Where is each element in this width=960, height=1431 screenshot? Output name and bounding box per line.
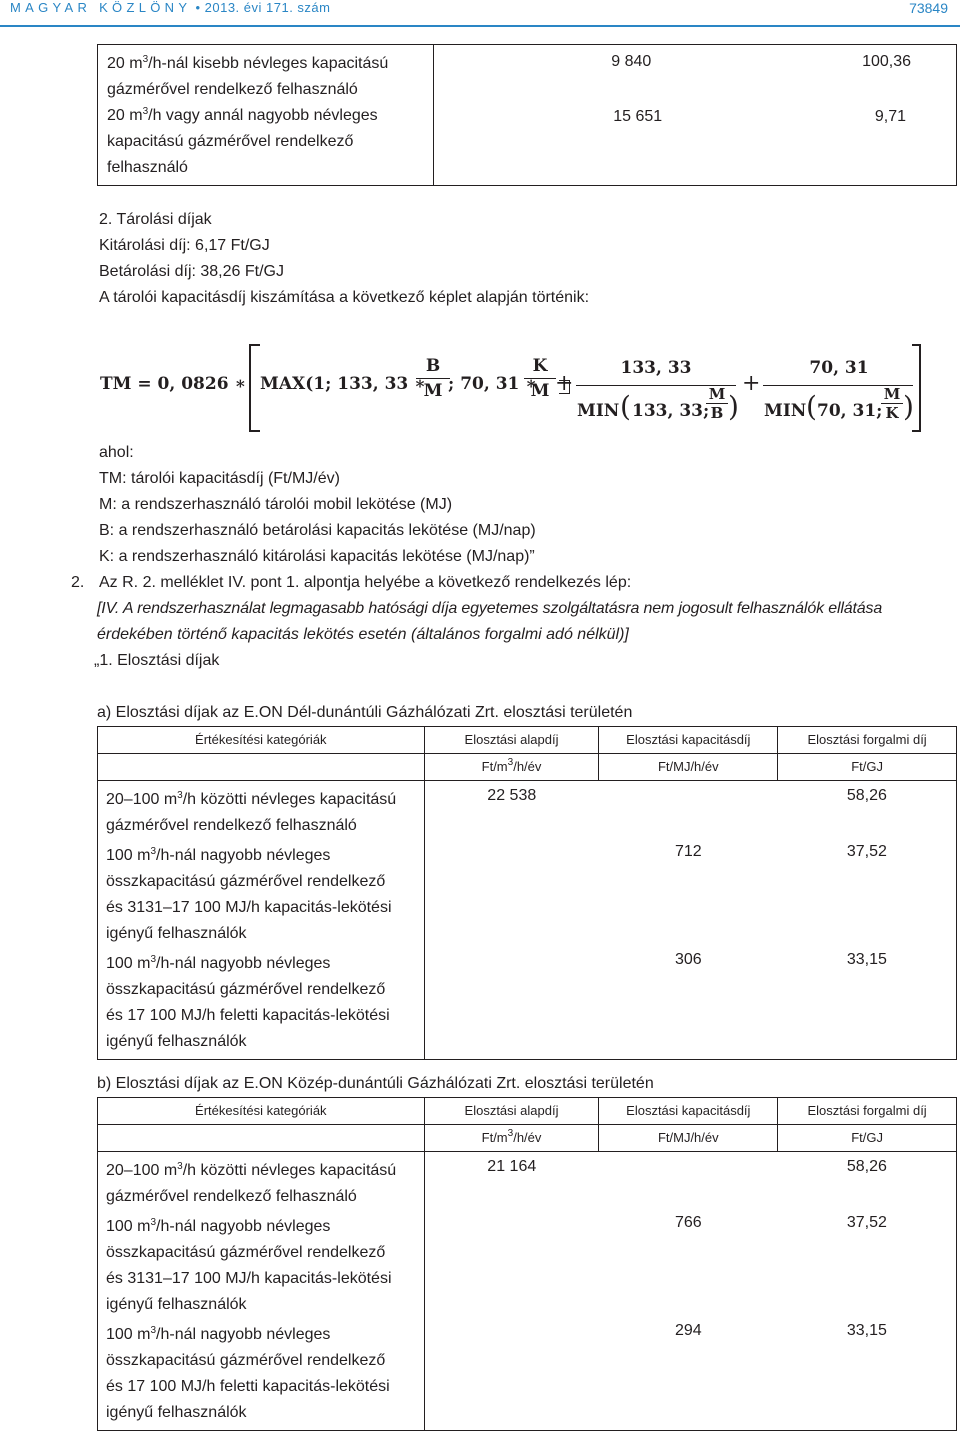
value-cell: 9 840 <box>611 53 652 70</box>
unit-cell: $Ft/m^3/h/év$ <box>424 754 599 781</box>
definition-tm: TM: tárolói kapacitásdíj (Ft/MJ/év) <box>99 470 340 487</box>
plus-sign: + <box>742 371 761 396</box>
capacity-fee-cell <box>599 781 778 844</box>
fraction-m-over-b: M B <box>706 386 728 422</box>
column-header: Elosztási forgalmi díj <box>778 727 957 754</box>
base-fee-cell <box>424 843 599 951</box>
column-header: Értékesítési kategóriák <box>98 727 425 754</box>
table-a-title: a) Elosztási díjak az E.ON Dél-dunántúli Gázhálózati Zrt. elosztási területén <box>97 704 633 721</box>
capacity-fee-formula <box>0 340 960 435</box>
header-rule <box>0 25 960 27</box>
base-fee-cell <box>424 1322 599 1431</box>
unit-cell <box>98 754 425 781</box>
capacity-fee-cell <box>599 1152 778 1215</box>
section-title: 2. Tárolási díjak <box>99 211 212 228</box>
min-args: 70, 31; <box>817 401 883 421</box>
min-close-paren: ) <box>728 390 739 423</box>
base-fee-cell: 22 538 <box>424 781 599 844</box>
max-expression: MAX(1; 133, 33 ∗ <box>260 374 426 394</box>
table-a <box>97 726 957 1060</box>
right-bracket <box>912 344 921 432</box>
left-bracket <box>249 344 260 432</box>
injection-fee: Betárolási díj: 38,26 Ft/GJ <box>99 263 284 280</box>
storage-fees-section <box>99 207 589 311</box>
min-open-paren: ( <box>620 390 631 423</box>
table-row <box>98 781 957 844</box>
min-open-paren: ( <box>806 390 817 423</box>
unit-cell: Ft/GJ <box>778 1125 957 1152</box>
category-cell: 100 $m^3/h$-nál nagyobb névleges összkapacitású gázmérővel rendelkező és 17 100 MJ/h feletti kapacitás-lekötési igényű felhasználók <box>98 1322 425 1431</box>
capacity-fee-cell: 712 <box>674 843 702 860</box>
table-header-row <box>98 1098 957 1125</box>
unit-cell: Ft/MJ/h/év <box>599 1125 778 1152</box>
amendment-number: 2. <box>71 574 85 591</box>
fraction-b-over-m: $\frac{B}{M}$ <box>416 356 450 401</box>
fraction-numerator: 70, 31 <box>809 358 869 378</box>
definition-b: B: a rendszerhasználó betárolási kapacitás lekötése (MJ/nap) <box>99 522 536 539</box>
subsection-title: „1. Elosztási díjak <box>94 652 220 669</box>
base-fee-cell <box>424 1214 599 1322</box>
fraction-m-over-k: M K <box>881 386 903 422</box>
category-cell: 20 $m^3/h$ vagy annál nagyobb névleges kapacitású gázmérővel rendelkező felhasználó <box>98 103 434 186</box>
unit-cell <box>98 1125 425 1152</box>
page-number: 73849 <box>909 0 948 16</box>
value-cell: 9,71 <box>874 108 906 125</box>
header-bullet: • <box>195 0 201 15</box>
base-fee-cell: 21 164 <box>424 1152 599 1215</box>
column-header: Elosztási kapacitásdíj <box>599 727 778 754</box>
category-cell: 100 $m^3/h$-nál nagyobb névleges összkapacitású gázmérővel rendelkező és 3131–17 100 MJ/h kapacitás-lekötési igényű felhasználók <box>98 843 425 951</box>
fraction-numerator: 133, 33 <box>620 358 692 378</box>
amendment-text: Az R. 2. melléklet IV. pont 1. alpontja helyébe a következő rendelkezés lép: <box>99 574 632 591</box>
journal-name: MAGYAR KÖZLÖNY <box>10 0 192 15</box>
traffic-fee-cell: 58,26 <box>778 1152 957 1215</box>
capacity-fee-cell: 766 <box>674 1214 702 1231</box>
value-cell: 100,36 <box>862 53 911 70</box>
table-b-title: b) Elosztási díjak az E.ON Közép-dunántúli Gázhálózati Zrt. elosztási területén <box>97 1075 654 1092</box>
category-cell: 20 $m^3/h$-nál kisebb névleges kapacitású gázmérővel rendelkező felhasználó <box>98 45 434 104</box>
table-header-row <box>98 727 957 754</box>
min-close-paren: ) <box>903 390 914 423</box>
definition-k: K: a rendszerhasználó kitárolási kapacitás lekötése (MJ/nap)” <box>99 548 535 565</box>
traffic-fee-cell: 37,52 <box>778 843 957 951</box>
category-cell: 20–100 $m^3/h$ közötti névleges kapacitású gázmérővel rendelkező felhasználó <box>98 781 425 844</box>
table-row <box>98 1214 957 1322</box>
unit-cell: Ft/MJ/h/év <box>599 754 778 781</box>
top-fee-table <box>97 44 957 186</box>
definitions <box>99 440 536 570</box>
plus-sign: + <box>555 371 574 396</box>
column-header: Elosztási kapacitásdíj <box>599 1098 778 1125</box>
base-fee-cell <box>424 951 599 1060</box>
category-cell: 20–100 $m^3/h$ közötti névleges kapacitású gázmérővel rendelkező felhasználó <box>98 1152 425 1215</box>
values-cell <box>434 45 957 186</box>
table-unit-row <box>98 1125 957 1152</box>
column-header: Elosztási forgalmi díj <box>778 1098 957 1125</box>
capacity-fee-cell: 306 <box>599 951 778 1060</box>
table-b <box>97 1097 957 1431</box>
value-cell: 15 651 <box>613 108 663 125</box>
category-cell: 100 $m^3/h$-nál nagyobb névleges összkapacitású gázmérővel rendelkező és 17 100 MJ/h feletti kapacitás-lekötési igényű felhasználók <box>98 951 425 1060</box>
column-header: Elosztási alapdíj <box>424 727 599 754</box>
table-row <box>98 951 957 1060</box>
table-row <box>98 843 957 951</box>
table-row <box>98 1152 957 1215</box>
traffic-fee-cell: 33,15 <box>778 951 957 1060</box>
min-function: MIN <box>577 401 620 421</box>
withdrawal-fee: Kitárolási díj: 6,17 Ft/GJ <box>99 237 270 254</box>
traffic-fee-cell: 33,15 <box>778 1322 957 1431</box>
journal-header <box>10 0 331 15</box>
table-unit-row <box>98 754 957 781</box>
unit-cell: Ft/GJ <box>778 754 957 781</box>
traffic-fee-cell: 58,26 <box>778 781 957 844</box>
amendment-italic-line: [IV. A rendszerhasználat legmagasabb hatósági díja egyetemes szolgáltatásra nem jogosult felhasználók ellátása <box>97 600 883 617</box>
table-row <box>98 1322 957 1431</box>
column-header: Értékesítési kategóriák <box>98 1098 425 1125</box>
definitions-intro: ahol: <box>99 444 134 461</box>
unit-cell: $Ft/m^3/h/év$ <box>424 1125 599 1152</box>
formula-lhs: TM = 0, 0826 ∗ <box>100 374 247 394</box>
max-separator: ; 70, 31 ∗ <box>448 374 538 394</box>
fraction-k-over-m: K M <box>524 356 556 401</box>
capacity-fee-cell: 294 <box>599 1322 778 1431</box>
category-cell: 100 $m^3/h$-nál nagyobb névleges összkapacitású gázmérővel rendelkező és 3131–17 100 MJ/h kapacitás-lekötési igényű felhasználók <box>98 1214 425 1322</box>
formula-intro: A tárolói kapacitásdíj kiszámítása a következő képlet alapján történik: <box>99 289 590 306</box>
definition-m: M: a rendszerhasználó tárolói mobil lekötése (MJ) <box>99 496 453 513</box>
issue-label: 2013. évi 171. szám <box>204 0 331 15</box>
min-function: MIN <box>764 401 807 421</box>
table-row <box>98 45 957 104</box>
min-args: 133, 33; <box>632 401 710 421</box>
amendment-italic-line: érdekében történő kapacitás lekötés esetén (általános forgalmi adó nélkül)] <box>97 626 629 643</box>
column-header: Elosztási alapdíj <box>424 1098 599 1125</box>
traffic-fee-cell: 37,52 <box>778 1214 957 1322</box>
